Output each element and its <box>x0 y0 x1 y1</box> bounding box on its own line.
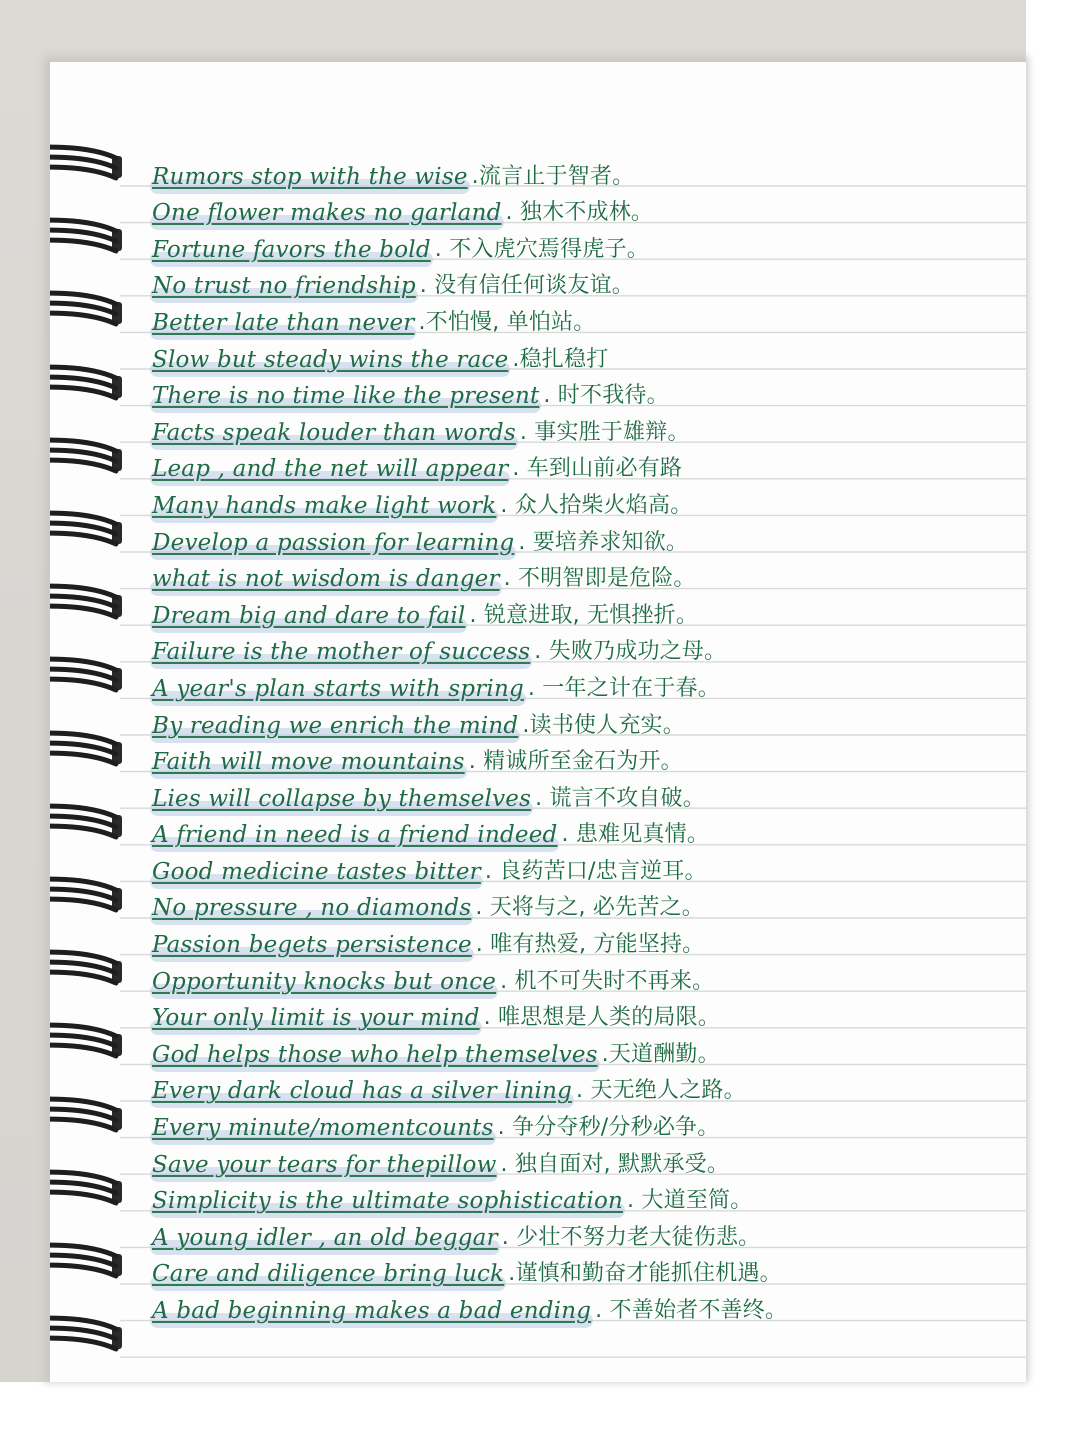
proverb-english-highlight <box>150 1078 574 1104</box>
proverb-english: No pressure , no diamonds <box>152 895 472 922</box>
proverb-english-highlight <box>150 932 474 958</box>
proverb-line <box>150 1104 1026 1141</box>
proverb-english-highlight <box>150 383 541 409</box>
proverb-line <box>150 958 1026 995</box>
proverb-english-highlight <box>150 310 416 336</box>
spiral-binding-ring-icon <box>50 728 130 776</box>
proverb-chinese: . 天无绝人之路。 <box>576 1078 746 1104</box>
proverb-chinese: . 患难见真情。 <box>561 822 710 848</box>
proverb-english-highlight <box>150 530 516 556</box>
proverb-line <box>150 263 1026 300</box>
proverb-english: There is no time like the present <box>152 383 540 410</box>
proverb-english-highlight <box>150 1298 593 1324</box>
proverb-chinese: . 事实胜于雄辩。 <box>519 419 690 445</box>
proverb-line <box>150 885 1026 922</box>
proverb-chinese: .读书使人充实。 <box>522 712 685 738</box>
proverb-line <box>150 1178 1026 1215</box>
proverb-chinese: . 不明智即是危险。 <box>503 566 696 592</box>
proverb-chinese: . 唯有热爱, 方能坚持。 <box>475 932 705 958</box>
proverb-english: Rumors stop with the wise <box>152 163 468 190</box>
proverb-chinese: .稳扎稳打 <box>512 346 609 372</box>
proverb-english: God helps those who help themselves <box>152 1041 598 1068</box>
spiral-binding-ring-icon <box>50 362 130 410</box>
proverb-chinese: . 谎言不攻自破。 <box>535 785 705 811</box>
proverb-chinese: . 良药苦口/忠言逆耳。 <box>484 858 707 884</box>
proverb-english-highlight <box>150 566 502 592</box>
proverb-chinese: . 没有信任何谈友谊。 <box>419 273 634 299</box>
proverb-english: Opportunity knocks but once <box>152 968 497 995</box>
proverb-line <box>150 592 1026 629</box>
proverb-chinese: . 独自面对, 默默承受。 <box>500 1151 730 1177</box>
proverb-line <box>150 409 1026 446</box>
proverb-chinese: .不怕慢, 单怕站。 <box>418 309 596 335</box>
spiral-binding-ring-icon <box>50 581 130 629</box>
proverb-english: A friend in need is a friend indeed <box>152 822 558 849</box>
proverb-line <box>150 482 1026 519</box>
proverb-line <box>150 812 1026 849</box>
proverb-chinese: .谨慎和勤奋才能抓住机遇。 <box>508 1261 782 1287</box>
proverb-line <box>150 995 1026 1032</box>
proverb-english-highlight <box>150 1152 498 1178</box>
proverb-line <box>150 848 1026 885</box>
proverb-line <box>150 226 1026 263</box>
spiral-binding-ring-icon <box>50 508 130 556</box>
spiral-binding-ring-icon <box>50 1094 130 1142</box>
proverb-chinese: . 少壮不努力老大徒伤悲。 <box>501 1224 761 1250</box>
proverb-line <box>150 1068 1026 1105</box>
proverb-line <box>150 665 1026 702</box>
spiral-binding-ring-icon <box>50 1020 130 1068</box>
proverb-english: Many hands make light work <box>152 492 497 519</box>
proverb-english: A young idler , an old beggar <box>152 1224 498 1251</box>
proverb-chinese: . 失败乃成功之母。 <box>534 639 727 665</box>
proverb-english: Better late than never <box>152 309 415 336</box>
proverb-english: Faith will move mountains <box>152 749 465 776</box>
proverb-english: Every dark cloud has a silver lining <box>152 1078 573 1105</box>
proverb-english-highlight <box>150 822 559 848</box>
proverb-english: Your only limit is your mind <box>152 1005 480 1032</box>
spiral-binding-ring-icon <box>50 801 130 849</box>
proverb-english: One flower makes no garland <box>152 200 502 227</box>
spiral-binding-ring-icon <box>50 215 130 263</box>
proverb-english-highlight <box>150 420 518 446</box>
proverb-english: Care and diligence bring luck <box>152 1261 505 1288</box>
proverb-english: Facts speak louder than words <box>152 419 516 446</box>
proverb-english: By reading we enrich the mind <box>152 712 519 739</box>
proverb-english: Good medicine tastes bitter <box>152 858 481 885</box>
proverb-list <box>150 153 1026 1324</box>
proverb-chinese: . 大道至简。 <box>627 1188 753 1214</box>
proverb-chinese: . 天将与之, 必先苦之。 <box>475 895 704 921</box>
proverb-line <box>150 739 1026 776</box>
proverb-chinese: . 唯思想是人类的局限。 <box>483 1005 721 1031</box>
proverb-english-highlight <box>150 493 498 519</box>
spiral-binding-ring-icon <box>50 874 130 922</box>
proverb-english: Save your tears for thepillow <box>152 1151 497 1178</box>
proverb-line <box>150 519 1026 556</box>
spiral-binding-ring-icon <box>50 435 130 483</box>
proverb-english-highlight <box>150 749 467 775</box>
proverb-english: Simplicity is the ultimate sophistication <box>152 1188 624 1215</box>
spiral-binding-ring-icon <box>50 1313 130 1361</box>
proverb-english-highlight <box>150 1005 482 1031</box>
proverb-english-highlight <box>150 1188 625 1214</box>
proverb-chinese: . 独木不成林。 <box>505 200 654 226</box>
proverb-line <box>150 1287 1026 1324</box>
proverb-english: Leap , and the net will appear <box>152 456 509 483</box>
proverb-english: A year's plan starts with spring <box>152 675 524 702</box>
proverb-english-highlight <box>150 603 467 629</box>
proverb-line <box>150 373 1026 410</box>
proverb-english-highlight <box>150 347 510 373</box>
proverb-english-highlight <box>150 1261 506 1287</box>
proverb-english: Failure is the mother of success <box>152 639 531 666</box>
proverb-english: what is not wisdom is danger <box>152 566 500 593</box>
proverb-english: Slow but steady wins the race <box>152 346 509 373</box>
proverb-chinese: . 不善始者不善终。 <box>595 1298 788 1323</box>
proverb-english-highlight <box>150 895 473 921</box>
proverb-chinese: . 锐意进取, 无惧挫折。 <box>469 602 699 628</box>
proverb-chinese: . 众人拾柴火焰高。 <box>500 492 693 518</box>
proverb-english-highlight <box>150 859 483 885</box>
proverb-chinese: . 精诚所至金石为开。 <box>468 749 683 775</box>
spiral-binding-ring-icon <box>50 1240 130 1288</box>
proverb-chinese: . 要培养求知欲。 <box>518 529 689 555</box>
proverb-english: Fortune favors the bold <box>152 236 431 263</box>
proverb-line <box>150 556 1026 593</box>
proverb-line <box>150 921 1026 958</box>
proverb-line <box>150 629 1026 666</box>
proverb-chinese: . 车到山前必有路 <box>512 456 683 482</box>
proverb-line <box>150 1141 1026 1178</box>
proverb-line <box>150 702 1026 739</box>
proverb-chinese: . 一年之计在于春。 <box>527 675 720 701</box>
proverb-chinese: . 机不可失时不再来。 <box>500 968 715 994</box>
proverb-line <box>150 153 1026 190</box>
proverb-english-highlight <box>150 164 470 190</box>
proverb-english-highlight <box>150 786 533 812</box>
spiral-binding-ring-icon <box>50 288 130 336</box>
proverb-english-highlight <box>150 456 510 482</box>
proverb-english: Every minute/momentcounts <box>152 1115 494 1142</box>
spiral-binding-ring-icon <box>50 1167 130 1215</box>
proverb-english: No trust no friendship <box>152 273 416 300</box>
proverb-english-highlight <box>150 969 498 995</box>
proverb-line <box>150 1214 1026 1251</box>
notebook-page <box>50 62 1026 1382</box>
proverb-chinese: .流言止于智者。 <box>471 163 635 189</box>
proverb-english: Dream big and dare to fail <box>152 602 466 629</box>
proverb-chinese: .天道酬勤。 <box>601 1041 720 1067</box>
proverb-english-highlight <box>150 639 532 665</box>
spiral-binding-ring-icon <box>50 947 130 995</box>
proverb-line <box>150 1031 1026 1068</box>
spiral-binding-ring-icon <box>50 142 130 190</box>
proverb-english-highlight <box>150 273 418 299</box>
proverb-line <box>150 190 1026 227</box>
proverb-english: Develop a passion for learning <box>152 529 515 556</box>
proverb-line <box>150 446 1026 483</box>
proverb-english: A bad beginning makes a bad ending <box>152 1298 592 1324</box>
proverb-english: Passion begets persistence <box>152 932 472 959</box>
proverb-line <box>150 775 1026 812</box>
proverb-line <box>150 1251 1026 1288</box>
proverb-english-highlight <box>150 713 520 739</box>
proverb-english-highlight <box>150 200 504 226</box>
proverb-english-highlight <box>150 1042 600 1068</box>
proverb-english-highlight <box>150 237 433 263</box>
proverb-chinese: . 时不我待。 <box>543 383 669 409</box>
proverb-line <box>150 336 1026 373</box>
proverb-chinese: . 争分夺秒/分秒必争。 <box>497 1115 720 1141</box>
proverb-line <box>150 299 1026 336</box>
spiral-binding-ring-icon <box>50 654 130 702</box>
proverb-english-highlight <box>150 1115 496 1141</box>
proverb-english-highlight <box>150 1225 500 1251</box>
proverb-english-highlight <box>150 676 526 702</box>
proverb-english: Lies will collapse by themselves <box>152 785 532 812</box>
proverb-chinese: . 不入虎穴焉得虎子。 <box>434 236 649 262</box>
